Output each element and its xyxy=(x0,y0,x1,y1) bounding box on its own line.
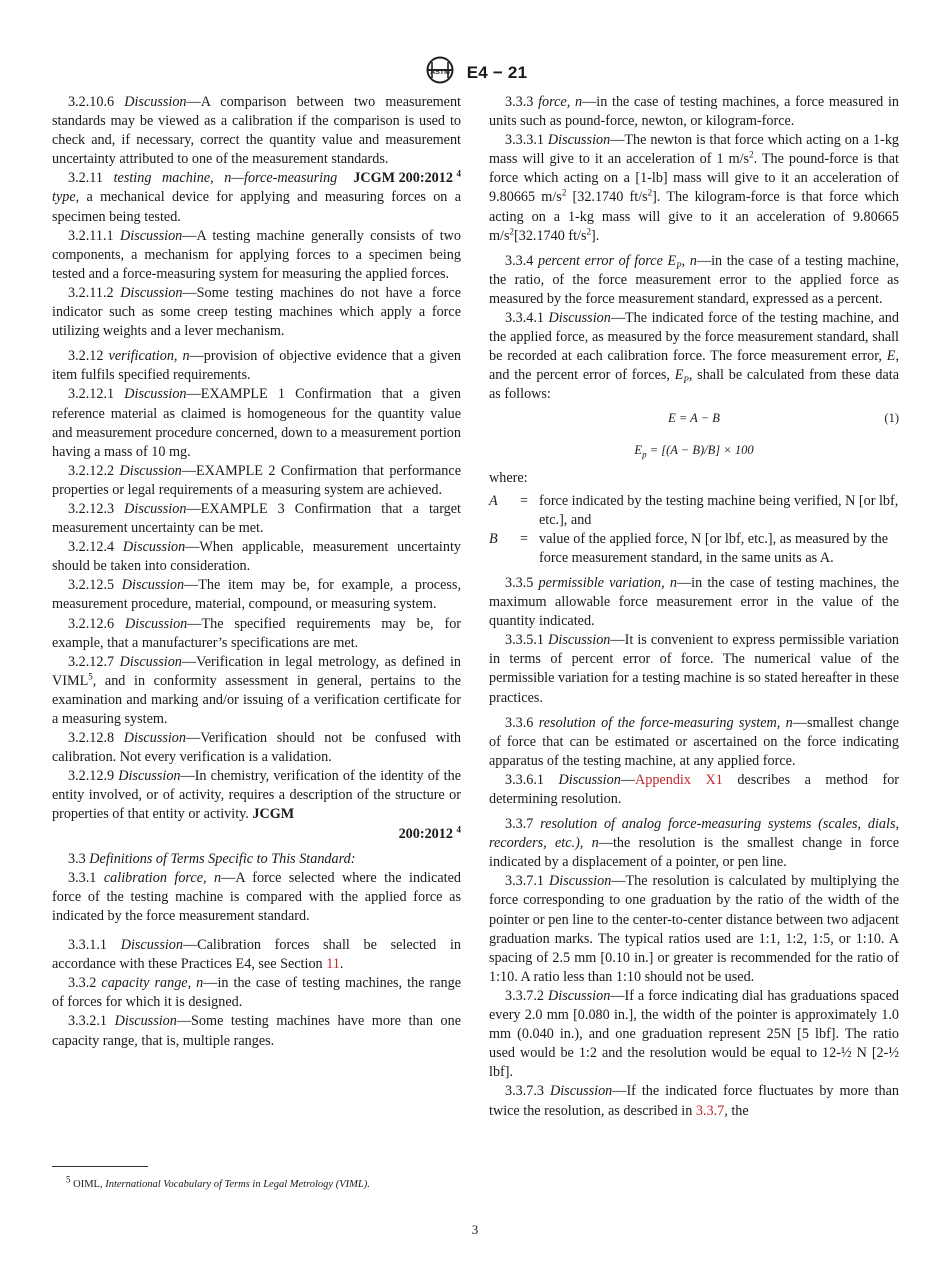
section-3-3-2-1: 3.3.2.1 Discussion—Some testing machines have more than one capacity range, that is, multiple ranges. xyxy=(52,1013,461,1049)
section-3-3-7-3: 3.3.7.3 Discussion—If the indicated force fluctuates by more than twice the resolution, as described in 3.3.7, the xyxy=(489,1083,899,1119)
left-column xyxy=(52,93,461,1051)
section-3-2-11-2: 3.2.11.2 Discussion—Some testing machines do not have a force indicator such as some creep testing machines which apply a force utilizing weights and a lever mechanism. xyxy=(52,284,462,340)
section-3-3-7-2: 3.3.7.2 Discussion—If a force indicating dial has graduations spaced every 2.0 mm [0.080 in.], the width of the pointer is approximately 1.0 mm (0.040 in.), and one graduation represent 25N [5 lbf]. The ratio used would be 1:2 and the resolution would be equal to 12-½ N [2-½ lbf]. xyxy=(489,987,900,1081)
footnote: $^5$ OIML, International Vocabulary of Terms in Legal Metrology (VIML). xyxy=(66,1174,370,1190)
section-3-3-4-1: 3.3.4.1 Discussion—The indicated force of the testing machine, and the applied force, as measured by the force measurement standard, shall be recorded at each calibration force. The force measurement error, E, and the percent error of forces, $E_P$, shall be calculated from these data as follows: xyxy=(489,310,900,403)
footnote-ref: 5 xyxy=(88,671,93,682)
appendix-link[interactable]: Appendix X1 xyxy=(635,771,723,788)
section-3-2-12: 3.2.12 verification, n—provision of objective evidence that a given item fulfils specified requirements. xyxy=(52,348,461,384)
section-3-3-7-1: 3.3.7.1 Discussion—The resolution is calculated by multiplying the force corresponding to one graduation by the ratio of the width of the pointer or pen line to the center-to-center distance between two adjacent graduation marks. The typical ratios used are 1:1, 1:2, 1:5, or 1:10. A spacing of 2.5 mm [0.10 in.] or greater is recommended for the ratio of 1:10. A ratio less than 1:10 should not be used. xyxy=(489,873,900,985)
right-column xyxy=(489,93,899,1121)
source-citation: JCGM 200:2012 $^4$ xyxy=(353,168,461,187)
standard-designation: E4 − 21 xyxy=(466,62,528,82)
section-3-3-3-1: 3.3.3.1 Discussion—The newton is that force which acting on a 1-kg mass will give to it an acceleration of 1 $m/s^2$. The pound-force is that force which acting on a [1-lb] mass will give to it an acceleration of 9.80665 $m/s^2$ [32.1740 $ft/s^2$]. The kilogram-force is that force which acting on a 1-kg mass will give to it an acceleration of 9.80665 $m/s^2[32.1740$ $ft/s^2$]. xyxy=(489,132,900,244)
section-3-2-12-9: 3.2.12.9 Discussion—In chemistry, verification of the identity of the entity involved, or of activity, requires a description of the structure or properties of that entity or activity. JCGM 200:2012 $^4$ xyxy=(52,767,461,843)
section-3-3-3: 3.3.3 force, n—in the case of testing machines, a force measured in units such as pound-force, newton, or kilogram-force. xyxy=(489,94,900,130)
section-3-3-5: 3.3.5 permissible variation, n—in the case of testing machines, the maximum allowable force measurement error in the value of the quantity indicated. xyxy=(489,574,900,630)
section-3-3-7: 3.3.7 resolution of analog force-measuring systems (scales, dials, recorders, etc.), n—the resolution is the smallest change in force indicated by a displacement of a pointer, or pen line. xyxy=(489,816,900,871)
section-link[interactable]: 11 xyxy=(326,956,340,973)
section-3-3-6: 3.3.6 resolution of the force-measuring system, n—smallest change of force that can be estimated or ascertained on the force indicating apparatus of the testing machine, at any applied force. xyxy=(489,714,900,769)
equation-1: E = A − B (1) xyxy=(489,409,899,429)
definition-a: A = force indicated by the testing machine being verified, N [or lbf, etc.], and xyxy=(489,492,899,528)
section-3-2-11-1: 3.2.11.1 Discussion—A testing machine generally consists of two components, a mechanism for applying forces to a specimen being tested and a force-measuring system for measuring the applied forces. xyxy=(52,227,462,282)
page-number: 3 xyxy=(471,1222,479,1237)
source-citation: JCGM xyxy=(252,806,295,823)
section-3-3-4: 3.3.4 percent error of force $E_P$, n—in the case of a testing machine, the ratio, of the force measurement error to the applied force as measured by the force measurement standard, expressed as a percent. xyxy=(489,252,900,307)
section-3-2-12-8: 3.2.12.8 Discussion—Verification should not be confused with calibration. Not every verification is a validation. xyxy=(52,730,461,766)
equation-number: (1) xyxy=(884,410,899,425)
section-3-3-1-1: 3.3.1.1 Discussion—Calibration forces shall be selected in accordance with these Practices E4, see Section 11. xyxy=(52,937,461,973)
section-3-2-12-1: 3.2.12.1 Discussion—EXAMPLE 1 Confirmation that a given reference material as claimed is homogeneous for the quantity value and measurement procedure concerned, down to a measurement portion having a mass of 10 mg. xyxy=(52,386,461,460)
section-3-2-12-7: 3.2.12.7 Discussion—Verification in legal metrology, as defined in VIML$^5$, and in conformity assessment in general, pertains to the examination and marking and/or issuing of a verification certificate for a measuring system. xyxy=(52,653,461,727)
source-citation-cont: 200:2012 $^4$ xyxy=(398,823,461,842)
section-3-2-12-3: 3.2.12.3 Discussion—EXAMPLE 3 Confirmation that a target measurement uncertainty can be met. xyxy=(52,500,461,537)
section-3-3-6-1: 3.3.6.1 Discussion—Appendix X1 describes a method for determining resolution. xyxy=(489,771,900,807)
definition-b: B = value of the applied force, N [or lbf, etc.], as measured by the force measurement standard, in the same units as A. xyxy=(489,530,889,566)
section-3-3-2: 3.3.2 capacity range, n—in the case of testing machines, the range of forces for which it is designed. xyxy=(52,975,461,1011)
footnote-divider xyxy=(52,1166,148,1167)
section-3-3-5-1: 3.3.5.1 Discussion—It is convenient to express permissible variation in terms of percent error of force. The numerical value of the permissible variation for a testing machine is so stated hereafter in these practices. xyxy=(489,632,900,706)
page-header xyxy=(0,56,950,84)
section-3-2-12-4: 3.2.12.4 Discussion—When applicable, measurement uncertainty should be taken into consideration. xyxy=(52,539,461,575)
section-3-2-12-5: 3.2.12.5 Discussion—The item may be, for example, a process, measurement procedure, material, compound, or measuring system. xyxy=(52,577,461,613)
section-3-2-12-6: 3.2.12.6 Discussion—The specified requirements may be, for example, that a manufacturer’s specifications are met. xyxy=(52,615,462,651)
section-3-2-10-6: 3.2.10.6 Discussion—A comparison between two measurement standards may be viewed as a calibration if the comparison is used to check and, if necessary, correct the quantity value and measurement uncertainty attributed to one of the measurement standards. JCGM 200:2012 $^4$ xyxy=(52,93,461,169)
equation-2: $E_p = [(A - B)/B] \times 100$ xyxy=(634,442,754,459)
astm-logo-icon xyxy=(423,56,457,89)
section-3-3: 3.3 Definitions of Terms Specific to This Standard: xyxy=(68,850,356,867)
where-label: where: xyxy=(489,469,528,486)
section-3-2-12-2: 3.2.12.2 Discussion—EXAMPLE 2 Confirmation that performance properties or legal requirements of a measuring system are achieved. xyxy=(52,462,461,498)
section-link[interactable]: 3.3.7 xyxy=(695,1102,725,1119)
section-3-2-11: 3.2.11 testing machine, n—force-measuring type, a mechanical device for applying and measuring forces on a specimen being tested. xyxy=(52,170,461,225)
svg-text:ASTM: ASTM xyxy=(429,69,450,76)
section-3-3-1: 3.3.1 calibration force, n—A force selected where the indicated force of the testing machine is compared with the applied force as indicated by the force measurement standard. xyxy=(52,869,461,924)
